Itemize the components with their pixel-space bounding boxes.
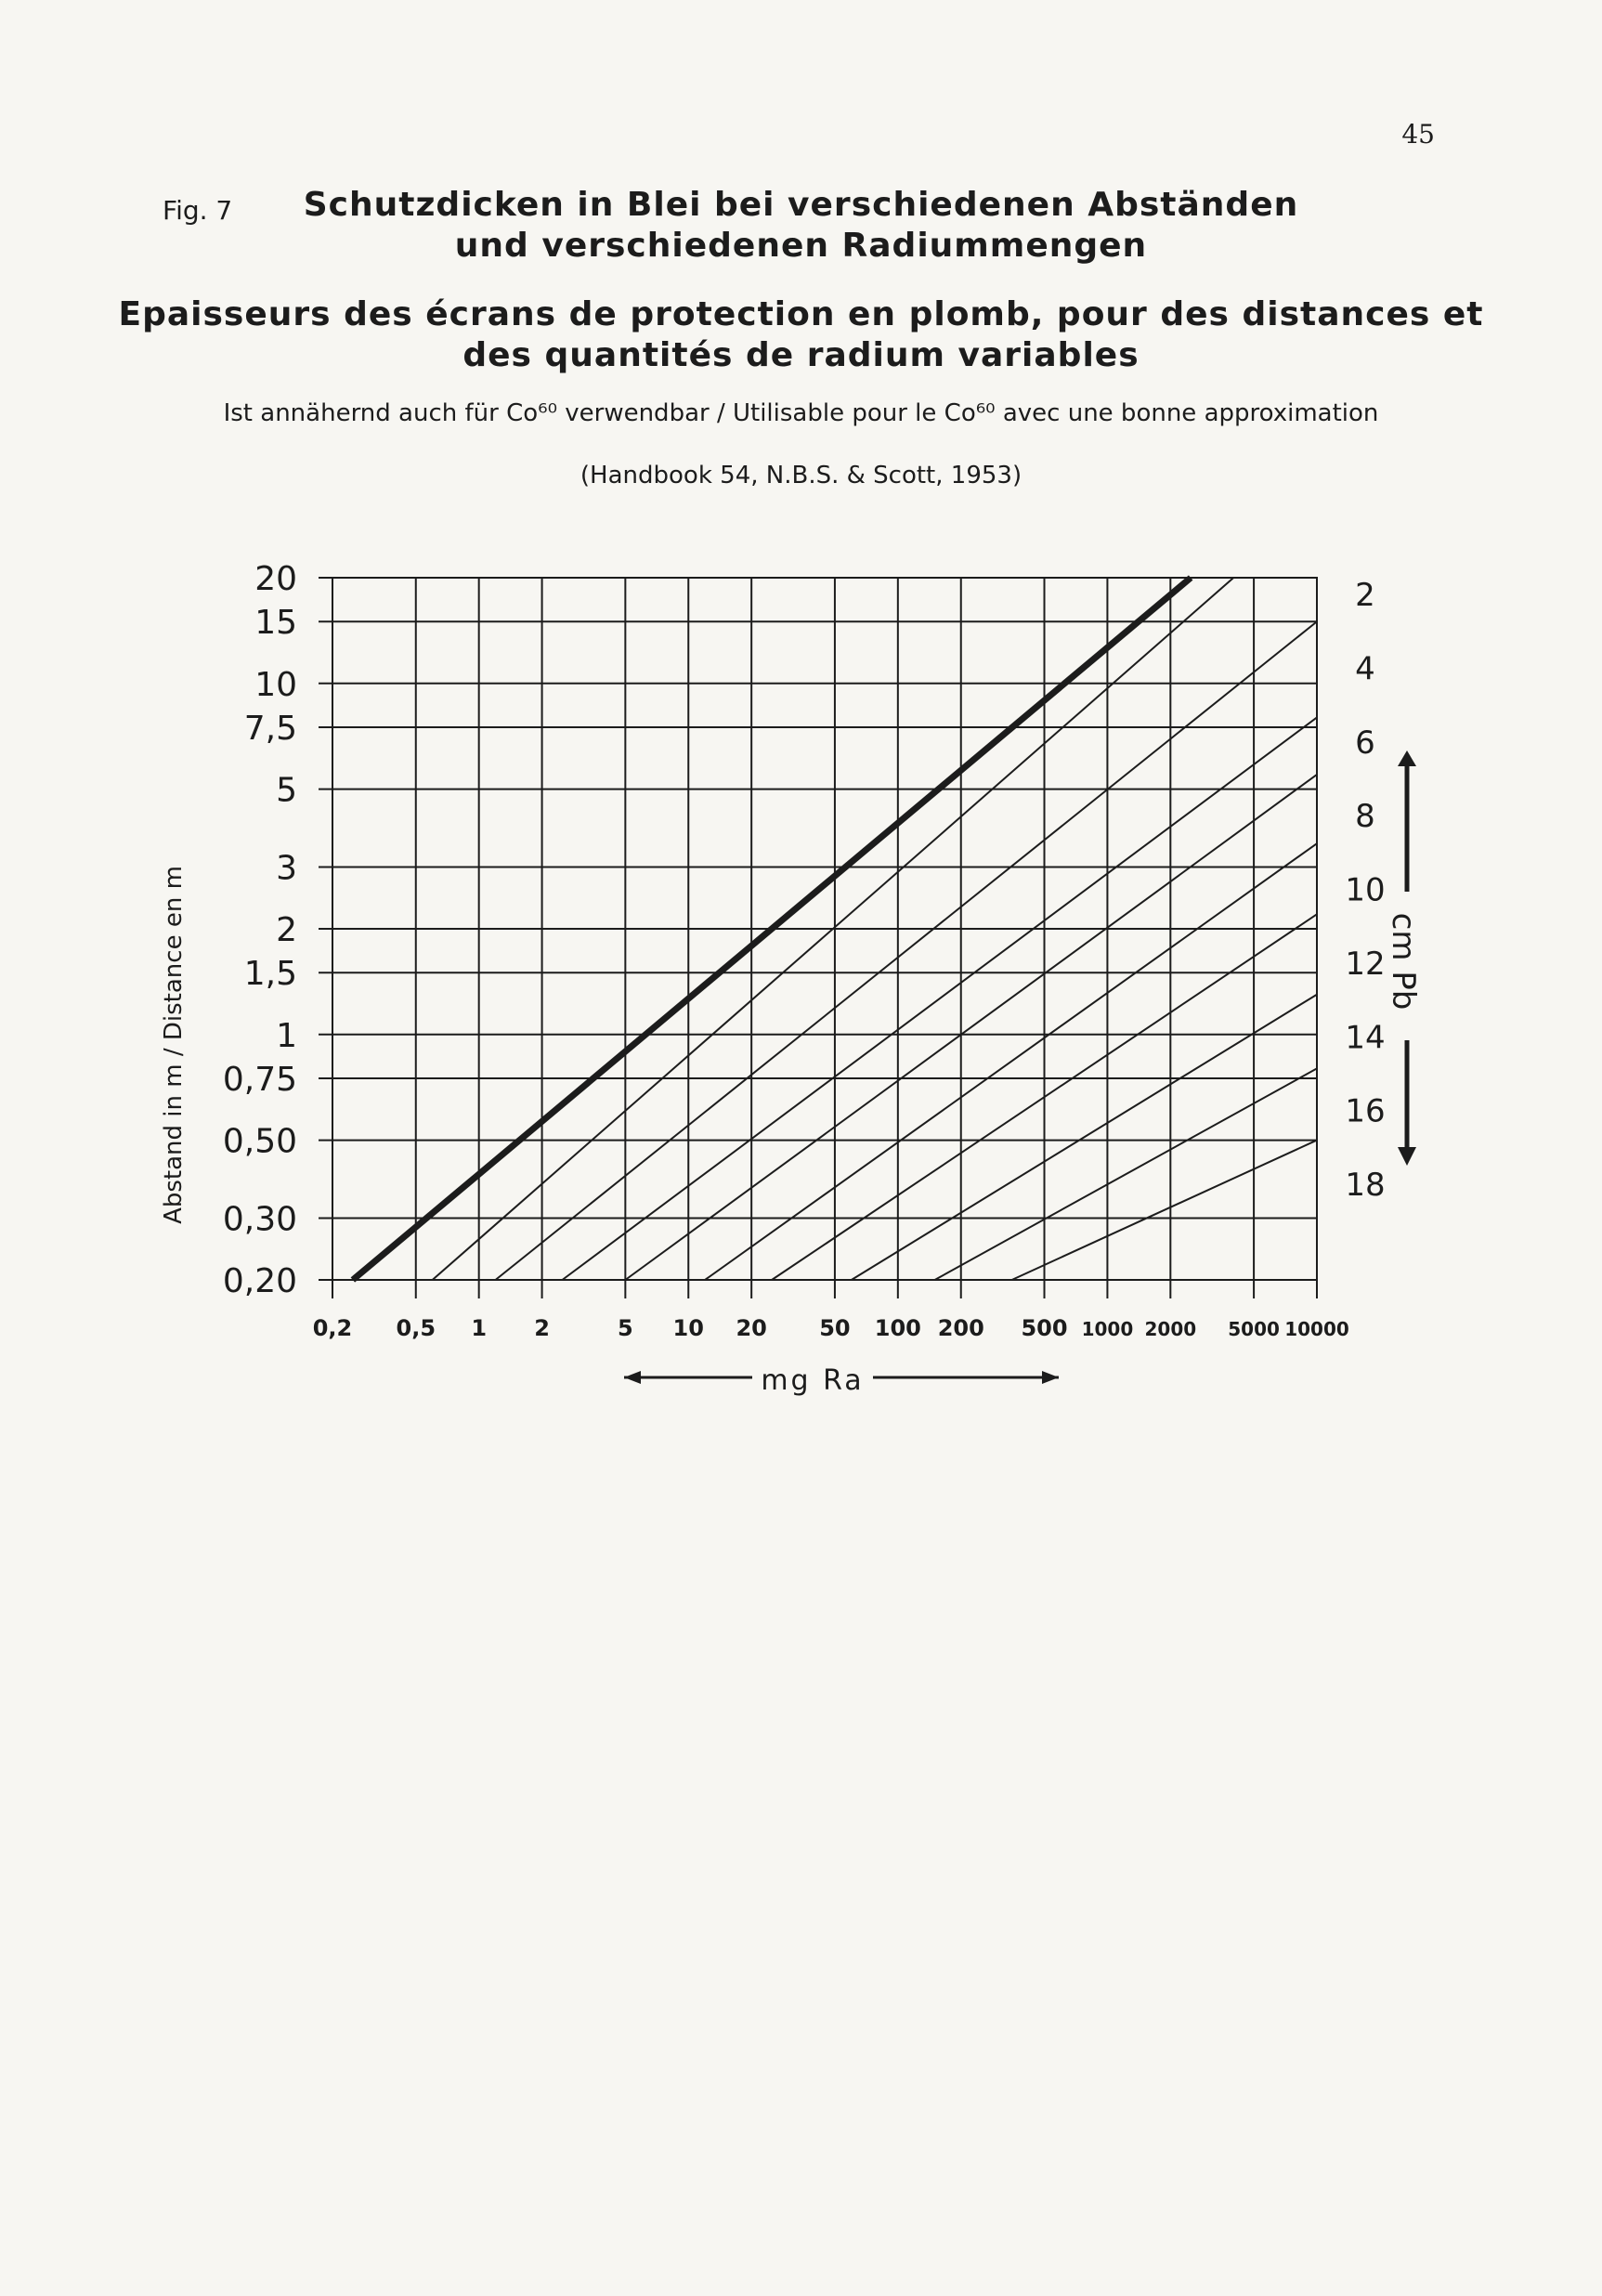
x-tick-label: 100 xyxy=(874,1315,921,1341)
y-tick-label: 15 xyxy=(254,604,297,643)
y-tick-label: 7,5 xyxy=(243,710,297,749)
x-axis-arrow-left xyxy=(624,1371,752,1384)
title-french-line2: des quantités de radium variables xyxy=(462,336,1140,374)
y-tick-label: 20 xyxy=(254,560,297,598)
y-tick-label: 1 xyxy=(276,1016,297,1055)
x-tick-label: 2 xyxy=(534,1315,550,1341)
pb-tick-label: 14 xyxy=(1345,1019,1386,1057)
x-tick-label: 200 xyxy=(937,1315,984,1341)
pb-tick-label: 2 xyxy=(1355,577,1375,614)
pb-line xyxy=(625,775,1317,1280)
title-german-line2: und verschiedenen Radiummengen xyxy=(454,227,1148,265)
pb-tick-label: 18 xyxy=(1345,1167,1386,1204)
y-tick-label: 0,50 xyxy=(222,1122,297,1161)
pb-line xyxy=(496,621,1317,1280)
page-number: 45 xyxy=(1401,119,1435,150)
x-tick-label: 20 xyxy=(736,1315,767,1341)
x-tick-label: 10000 xyxy=(1284,1318,1349,1340)
pb-tick-label: 12 xyxy=(1345,945,1386,983)
pb-tick-label: 4 xyxy=(1355,650,1375,688)
y-axis-ticks xyxy=(223,560,297,1300)
x-tick-label: 500 xyxy=(1021,1315,1068,1341)
x-tick-label: 5 xyxy=(617,1315,633,1341)
x-tick-label: 5000 xyxy=(1228,1318,1280,1340)
x-tick-label: 50 xyxy=(819,1315,851,1341)
title-french-line1: Epaisseurs des écrans de protection en plomb, pour des distances et xyxy=(118,295,1484,333)
y-tick-label: 2 xyxy=(276,911,297,949)
x-axis-arrow-right xyxy=(873,1371,1059,1384)
pb-tick-label: 16 xyxy=(1345,1092,1386,1130)
x-axis-ticks xyxy=(313,1315,1349,1341)
figure-label: Fig. 7 xyxy=(163,195,233,226)
y-tick-label: 3 xyxy=(276,849,297,888)
reference: (Handbook 54, N.B.S. & Scott, 1953) xyxy=(580,462,1022,489)
y2-arrow-up xyxy=(1398,750,1416,892)
x-tick-label: 0,5 xyxy=(396,1315,436,1341)
y2-axis-label: cm Pb xyxy=(1385,912,1422,1011)
x-axis-label: mg Ra xyxy=(761,1364,865,1397)
pb-line xyxy=(852,995,1317,1280)
x-tick-label: 1 xyxy=(471,1315,488,1341)
chart-grid xyxy=(319,578,1317,1298)
pb-tick-label: 8 xyxy=(1355,798,1375,836)
y-tick-label: 0,75 xyxy=(222,1061,297,1100)
y-axis-label: Abstand in m / Distance en m xyxy=(160,866,188,1224)
title-german-line1: Schutzdicken in Blei bei verschiedenen Abständen xyxy=(303,186,1299,224)
y-tick-label: 0,20 xyxy=(222,1262,297,1300)
x-tick-label: 10 xyxy=(672,1315,704,1341)
subtitle: Ist annähernd auch für Co⁶⁰ verwendbar / Utilisable pour le Co⁶⁰ avec une bonne approximation xyxy=(223,399,1379,427)
pb-line xyxy=(1012,1141,1317,1280)
x-tick-label: 2000 xyxy=(1144,1318,1197,1340)
y-tick-label: 10 xyxy=(254,665,297,704)
pb-axis-labels xyxy=(1345,577,1385,1204)
x-tick-label: 1000 xyxy=(1081,1318,1134,1340)
pb-tick-label: 6 xyxy=(1355,724,1375,762)
pb-line xyxy=(935,1068,1317,1280)
y2-arrow-down xyxy=(1398,1040,1416,1166)
pb-tick-label: 10 xyxy=(1345,871,1386,909)
y-tick-label: 0,30 xyxy=(222,1200,297,1239)
pb-line xyxy=(562,717,1317,1280)
y-tick-label: 5 xyxy=(276,771,297,810)
x-tick-label: 0,2 xyxy=(312,1315,353,1341)
y-tick-label: 1,5 xyxy=(243,955,297,994)
